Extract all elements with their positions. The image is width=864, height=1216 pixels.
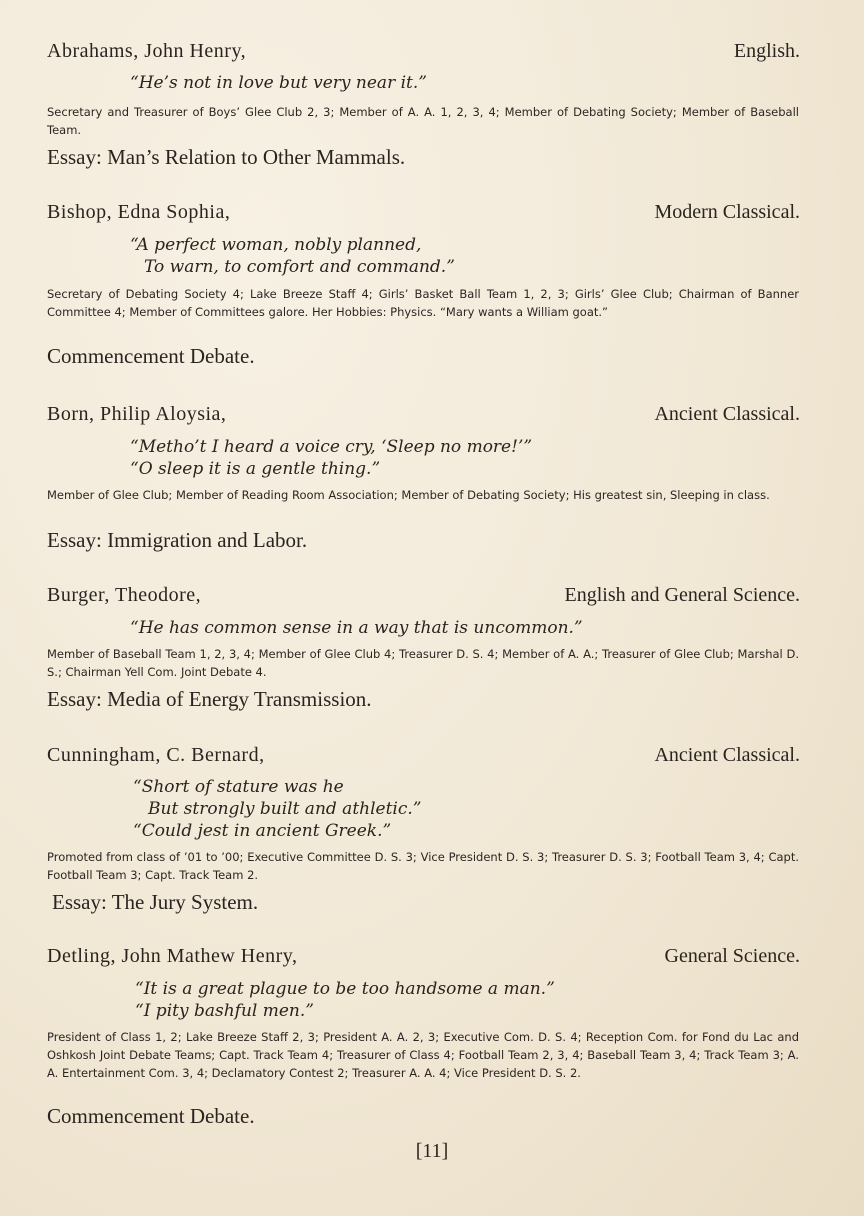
activities: President of Class 1, 2; Lake Breeze Staff 2, 3; President A. A. 2, 3; Executive Com. D. S. 4; Reception Com. for Fond du Lac and Oshkosh Joint Debate Teams; Capt. Track Team 4; Treasurer of Class 4; Football Team 2, 3, 4; Baseball Team 3, 4; Track Team 3; A. A. Entertainment Com. 3, 4; Declamatory Contest 2; Treasurer A. A. 4; Vice President D. S. 2.	[47, 1030, 799, 1080]
essay-title: Commencement Debate.	[47, 1104, 255, 1128]
essay-title: Essay: Immigration and Labor.	[47, 528, 308, 552]
activities: Promoted from class of ’01 to ’00; Executive Committee D. S. 3; Vice President D. S. 3; Treasurer D. S. 3; Football Team 3, 4; Capt. Football Team 3; Capt. Track Team 2.	[47, 850, 799, 882]
quote-line: “Short of stature was he	[133, 777, 344, 797]
activities: Member of Baseball Team 1, 2, 3, 4; Member of Glee Club 4; Treasurer D. S. 4; Member of A. A.; Treasurer of Glee Club; Marshal D. S.; Chairman Yell Com. Joint Debate 4.	[47, 647, 799, 679]
student-name: Bishop, Edna Sophia,	[47, 201, 231, 223]
essay-title: Essay: Media of Energy Transmission.	[47, 687, 372, 711]
course-of-study: Modern Classical.	[654, 201, 800, 223]
student-name: Cunningham, C. Bernard,	[47, 744, 265, 766]
course-of-study: Ancient Classical.	[654, 744, 800, 766]
essay-title: Essay: The Jury System.	[52, 890, 259, 914]
course-of-study: Ancient Classical.	[654, 403, 800, 425]
quote-line: But strongly built and athletic.”	[148, 799, 422, 819]
student-name: Burger, Theodore,	[47, 584, 202, 606]
essay-title: Commencement Debate.	[47, 344, 255, 368]
quote-line: “I pity bashful men.”	[135, 1001, 314, 1021]
course-of-study: General Science.	[664, 945, 800, 967]
course-of-study: English.	[733, 40, 800, 62]
quote-line: “He’s not in love but very near it.”	[130, 73, 427, 93]
student-name: Born, Philip Aloysia,	[47, 403, 227, 425]
essay-title: Essay: Man’s Relation to Other Mammals.	[47, 145, 406, 169]
quote-line: “Metho’t I heard a voice cry, ‘Sleep no more!’”	[130, 437, 533, 457]
student-name: Abrahams, John Henry,	[47, 40, 247, 62]
activities: Secretary of Debating Society 4; Lake Breeze Staff 4; Girls’ Basket Ball Team 1, 2, 3; Girls’ Glee Club; Chairman of Banner Committee 4; Member of Committees galore. Her Hobbies: Physics. “Mary wants a William goat.”	[47, 287, 799, 319]
quote-line: “It is a great plague to be too handsome a man.”	[135, 979, 555, 999]
quote-line: “O sleep it is a gentle thing.”	[130, 459, 381, 479]
activities: Member of Glee Club; Member of Reading Room Association; Member of Debating Society; His greatest sin, Sleeping in class.	[47, 488, 770, 502]
quote-line: “A perfect woman, nobly planned,	[130, 235, 422, 255]
page-number: [11]	[415, 1140, 449, 1162]
quote-line: “Could jest in ancient Greek.”	[133, 821, 392, 841]
quote-line: To warn, to comfort and command.”	[144, 257, 455, 277]
activities: Secretary and Treasurer of Boys’ Glee Club 2, 3; Member of A. A. 1, 2, 3, 4; Member of Debating Society; Member of Baseball Team.	[47, 105, 799, 137]
course-of-study: English and General Science.	[564, 584, 800, 606]
quote-line: “He has common sense in a way that is uncommon.”	[130, 618, 583, 638]
student-name: Detling, John Mathew Henry,	[47, 945, 298, 967]
